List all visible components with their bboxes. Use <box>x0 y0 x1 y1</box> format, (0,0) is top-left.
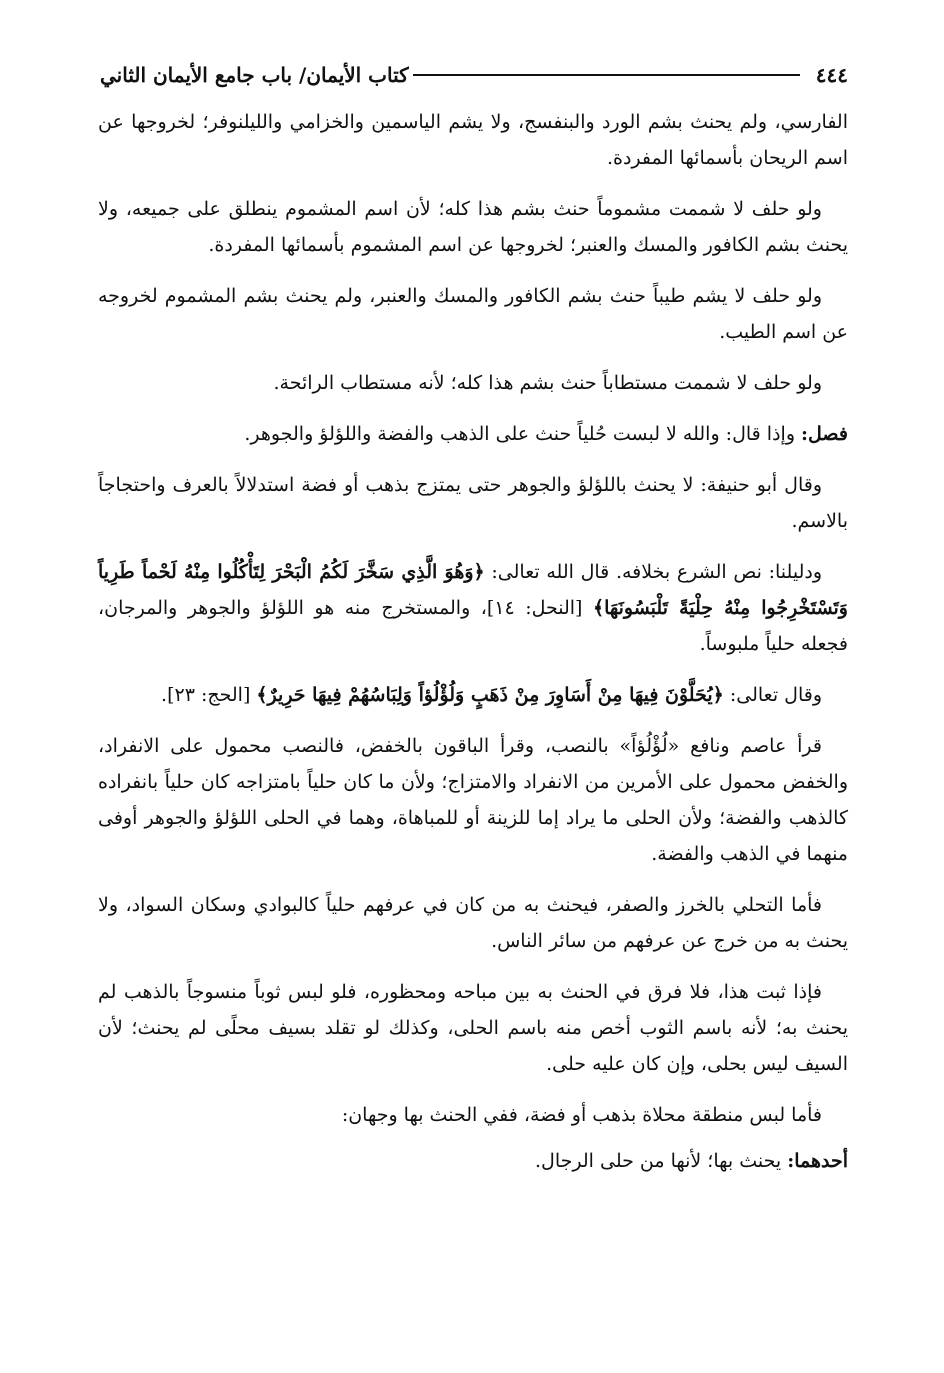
paragraph: الفارسي، ولم يحنث بشم الورد والبنفسج، ولا يشم الياسمين والخزامي والليلنوفر؛ لخروجها عن اسم الريحان بأسمائها المفردة. <box>98 111 848 169</box>
page-number: ٤٤٤ <box>815 63 848 87</box>
paragraph: قرأ عاصم ونافع «لُؤْلُؤاً» بالنصب، وقرأ الباقون بالخفض، فالنصب محمول على الانفراد، والخفض محمول على الأمرين من الانفراد والامتزاج؛ ولأن ما كان حلياً بامتزاجه كان حلياً بانفراده كالذهب والفضة؛ ولأن الحلى ما يراد إما للزينة أو للمباهاة، وهما في الحلى اللؤلؤ والجوهر أوفى منهما في الذهب والفضة. <box>98 735 848 865</box>
paragraph: ودليلنا: نص الشرع بخلافه. قال الله تعالى: ﴿وَهُوَ الَّذِي سَخَّرَ لَكُمُ الْبَحْرَ لِتَأْكُلُوا مِنْهُ لَحْماً طَرِياً وَتَسْتَخْرِجُوا مِنْهُ حِلْيَةً تَلْبَسُونَهَا﴾ [النحل: ١٤]، والمستخرج منه هو اللؤلؤ والجوهر والمرجان، فجعله حلياً ملبوساً. <box>98 561 848 655</box>
paragraph: ولو حلف لا شممت مستطاباً حنث بشم هذا كله؛ لأنه مستطاب الرائحة. <box>273 372 822 394</box>
paragraph: وقال أبو حنيفة: لا يحنث باللؤلؤ والجوهر حتى يمتزج بذهب أو فضة استدلالاً بالعرف واحتجاجاً بالاسم. <box>98 474 848 532</box>
option-heading: أحدهما: <box>787 1150 848 1172</box>
section-paragraph: فصل: وإذا قال: والله لا لبست حُلياً حنث على الذهب والفضة واللؤلؤ والجوهر. <box>244 423 848 445</box>
header-rule <box>413 74 800 76</box>
paragraph: ولو حلف لا شممت مشموماً حنث بشم هذا كله؛ لأن اسم المشموم ينطلق على جميعه، ولا يحنث بشم الكافور والمسك والعنبر؛ لخروجها عن اسم المشموم بأسمائها المفردة. <box>98 198 848 256</box>
paragraph: فأما التحلي بالخرز والصفر، فيحنث به من كان في عرفهم حلياً كالبوادي وسكان السواد، ولا يحنث به من خرج عن عرفهم من سائر الناس. <box>98 894 848 952</box>
paragraph: أحدهما: يحنث بها؛ لأنها من حلى الرجال. <box>535 1150 848 1172</box>
page-header <box>100 58 848 92</box>
paragraph: فإذا ثبت هذا، فلا فرق في الحنث به بين مباحه ومحظوره، فلو لبس ثوباً منسوجاً بالذهب لم يحنث به؛ لأنه باسم الثوب أخص منه باسم الحلى، وكذلك لو تقلد بسيف محلًى لم يحنث؛ لأن السيف ليس بحلى، وإن كان عليه حلى. <box>98 981 848 1075</box>
paragraph: فأما لبس منطقة محلاة بذهب أو فضة، ففي الحنث بها وجهان: <box>341 1104 822 1126</box>
paragraph: وقال تعالى: ﴿يُحَلَّوْنَ فِيهَا مِنْ أَسَاوِرَ مِنْ ذَهَبٍ وَلُؤْلُؤاً وَلِبَاسُهُمْ فِيهَا حَرِيرٌ﴾ [الحج: ٢٣]. <box>161 684 822 706</box>
section-heading: فصل: <box>801 423 848 445</box>
paragraph: ولو حلف لا يشم طيباً حنث بشم الكافور والمسك والعنبر، ولم يحنث بشم المشموم لخروجه عن اسم الطيب. <box>98 285 848 343</box>
page-body <box>98 104 848 1194</box>
running-title: كتاب الأيمان/ باب جامع الأيمان الثاني <box>100 63 409 87</box>
quran-verse: ﴿وَهُوَ الَّذِي سَخَّرَ لَكُمُ الْبَحْرَ لِتَأْكُلُوا مِنْهُ لَحْماً طَرِياً وَتَسْتَخْرِجُوا مِنْهُ حِلْيَةً تَلْبَسُونَهَا﴾ <box>98 561 848 619</box>
quran-verse: ﴿يُحَلَّوْنَ فِيهَا مِنْ أَسَاوِرَ مِنْ ذَهَبٍ وَلُؤْلُؤاً وَلِبَاسُهُمْ فِيهَا حَرِيرٌ﴾ <box>256 684 724 706</box>
